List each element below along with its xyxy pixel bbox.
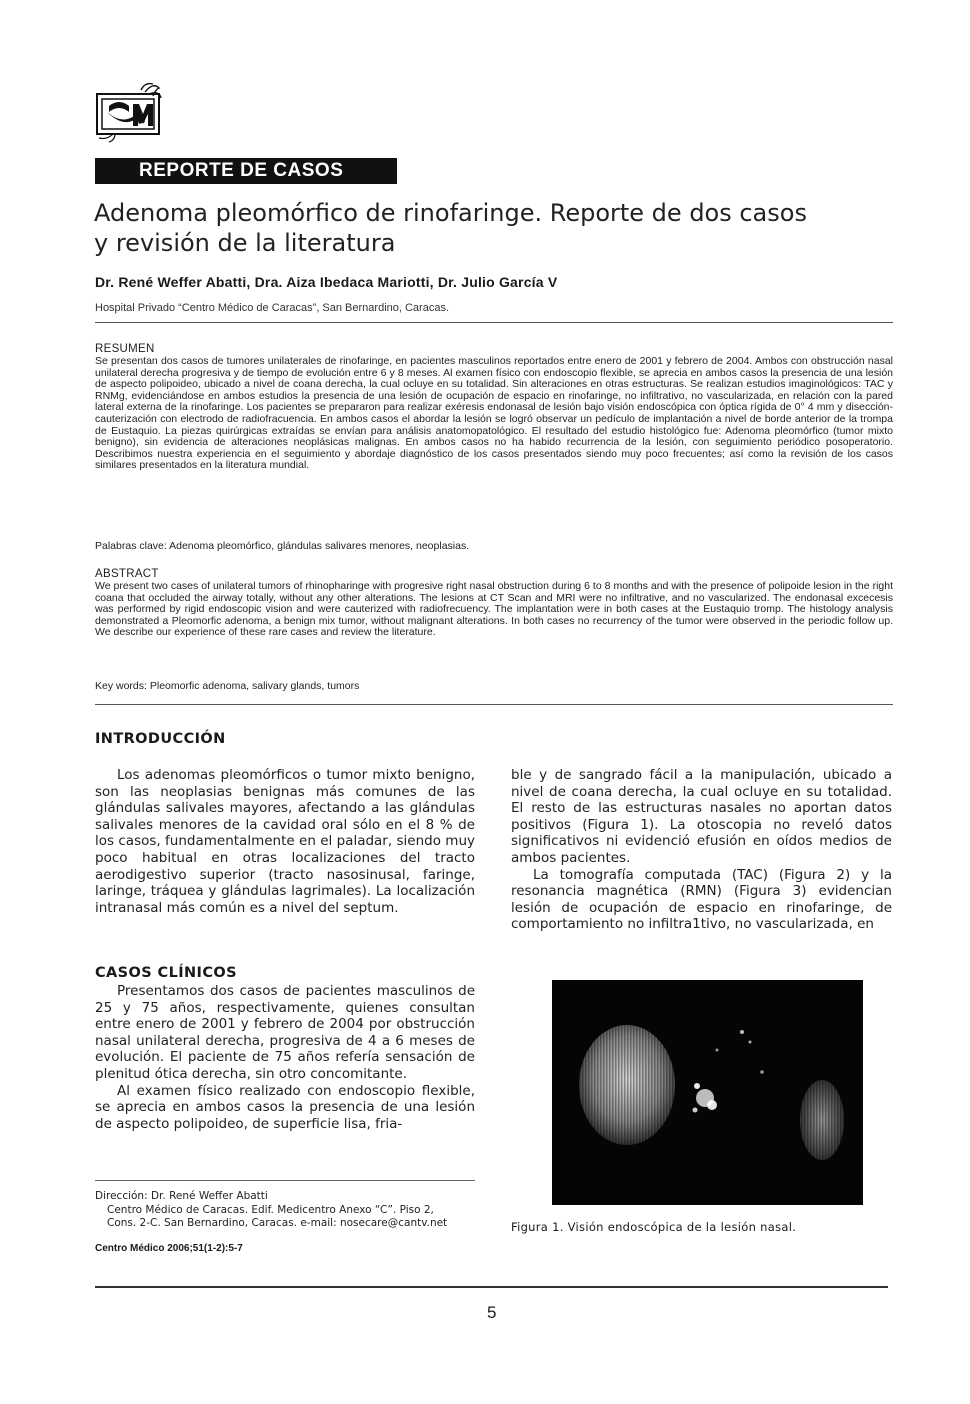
- footer-rule: [95, 1286, 888, 1288]
- casos-paragraph-1: Presentamos dos casos de pacientes masculinos de 25 y 75 años, respectivamente, quienes consultan entre enero de 2001 y febrero de 2004 por obstrucción nasal unilateral derecha, progresiva de 4 a 6 meses de evolución. El paciente de 75 años refería sensación de plenitud ótica derecha, sin otro concomitante.: [95, 983, 475, 1082]
- footnote-address-line: Cons. 2-C. San Bernardino, Caracas. e-mail: nosecare@cantv.net: [107, 1217, 448, 1229]
- footnote-divider: [95, 1180, 475, 1181]
- title-line-1: Adenoma pleomórfico de rinofaringe. Reporte de dos casos: [94, 199, 807, 227]
- abstract-keywords: Key words: Pleomorfic adenoma, salivary glands, tumors: [95, 680, 360, 692]
- figure-1-image: [552, 980, 863, 1205]
- right-paragraph-2: La tomografía computada (TAC) (Figura 2) y la resonancia magnética (RMN) (Figura 3) evidencian lesión de ocupación de espacio en rinofaringe, de comportamiento no infiltra1tivo, no vascularizada, en: [511, 866, 892, 933]
- abstract-heading: ABSTRACT: [95, 568, 159, 580]
- casos-body: [95, 983, 475, 1132]
- divider: [95, 704, 893, 705]
- section-label: REPORTE DE CASOS: [95, 158, 397, 184]
- abstract-text: We present two cases of unilateral tumors of rhinopharinge with progresive right nasal obstruction during 6 to 8 months and with the presence of polipoide lesion in the right coana that occluded the airway totally, without any other alterations. The lesions at CT Scan and MRI were no infiltrative, and no vascularized. The endonasal excecesis was performed by rigid endoscopic vision and were cauterized with radiofrecuency. The implantation were in both cases at the Eustaquio tromp. The histology analysis demonstrated a Pleomorfic adenoma, a benign mix tumor, without malignant alterations. In both cases no recurrency of the tumor were observed in the periodic follow up. We describe our experience of these rare cases and review the literature.: [95, 580, 893, 639]
- title-line-2: y revisión de la literatura: [94, 229, 396, 257]
- intro-heading: INTRODUCCIÓN: [95, 731, 226, 747]
- affiliation: Hospital Privado “Centro Médico de Caracas”, San Bernardino, Caracas.: [95, 302, 449, 314]
- authors: Dr. René Weffer Abatti, Dra. Aiza Ibedaca Mariotti, Dr. Julio García V: [95, 274, 558, 290]
- footnote-address-label: Dirección: Dr. René Weffer Abatti: [95, 1190, 268, 1202]
- resumen-keywords: Palabras clave: Adenoma pleomórfico, glándulas salivares menores, neoplasias.: [95, 540, 470, 552]
- article-title: [94, 198, 894, 258]
- intro-body: [95, 767, 475, 916]
- divider: [95, 322, 893, 323]
- intro-paragraph: Los adenomas pleomórficos o tumor mixto benigno, son las neoplasias benignas más comunes de las glándulas salivales mayores, afectando a las glándulas salivales menores de la cavidad oral sólo en el 8 % de los casos, fundamentalmente en el paladar, siendo muy poco habitual en otras localizaciones del tracto aerodigestivo superior (tracto nasosinusal, faringe, laringe, tráquea y glándulas lagrimales). La localización intranasal más común es a nivel del septum.: [95, 767, 475, 916]
- journal-logo: [93, 82, 171, 144]
- right-paragraph-1: ble y de sangrado fácil a la manipulación, ubicado a nivel de coana derecha, la cual ocluye en su totalidad. El resto de las estructuras nasales no aportan datos positivos (Figura 1). La otoscopia no reveló datos significativos ni evidenció efusión en oídos medios de ambos pacientes.: [511, 767, 892, 866]
- citation: Centro Médico 2006;51(1-2):5-7: [95, 1243, 243, 1254]
- resumen-heading: RESUMEN: [95, 343, 155, 355]
- figure-1-caption: Figura 1. Visión endoscópica de la lesión nasal.: [511, 1220, 797, 1234]
- footnote-address-line: Centro Médico de Caracas. Edif. Medicentro Anexo “C”. Piso 2,: [107, 1203, 434, 1216]
- casos-heading: CASOS CLÍNICOS: [95, 965, 237, 981]
- page-number: 5: [487, 1303, 497, 1322]
- resumen-text: Se presentan dos casos de tumores unilaterales de rinofaringe, en pacientes masculinos reportados entre enero de 2001 y febrero de 2004. Ambos con obstrucción nasal unilateral derecha progresiva y de tiempo de evolución entre 6 y 8 meses. Al examen físico con endoscopio flexible, se aprecia en ambos casos la presencia de una lesión de aspecto polipoideo, ubicado a nivel de coana derecha, la cual ocluye en su totalidad. Sin alteraciones en otras estructuras. Se realizan estudios imaginológicos: TAC y RNMg, evidenciándose en ambos estudios la presencia de una lesión de ocupación de espacio en rinofaringe, no infiltrativo, no vascularizada, en relación con la pared lateral externa de la rinofaringe. Los pacientes se prepararon para realizar exéresis endonasal de lesión bajo visión endoscópica con óptica rígida de 0° 4 mm y disección-cauterización con electrodo de radiofracuencia. En ambos casos el abordar la lesión se logró observar un pedículo de implantación a nivel de borde anterior de la trompa de Eustaquio. La piezas quirúrgicas extraídas se envían para análisis anatomopatológico. El resultado del estudio histológico fue: Adenoma pleomórfico (tumor mixto benigno), sin evidencia de alteraciones neoplásicas malignas. En ambos casos no ha habido recurrencia de la lesión, con seguimiento periódico posoperatorio. Describimos nuestra experiencia en el seguimiento y abordaje diagnóstico de los casos presentados siendo muy poco frecuentes; así como la revisión de los casos similares presentados en la literatura mundial.: [95, 355, 893, 472]
- footnote: [95, 1190, 480, 1231]
- right-column-body: [511, 767, 892, 933]
- casos-paragraph-2: Al examen físico realizado con endoscopio flexible, se aprecia en ambos casos la presencia de una lesión de aspecto polipoideo, de superficie lisa, fria-: [95, 1082, 475, 1132]
